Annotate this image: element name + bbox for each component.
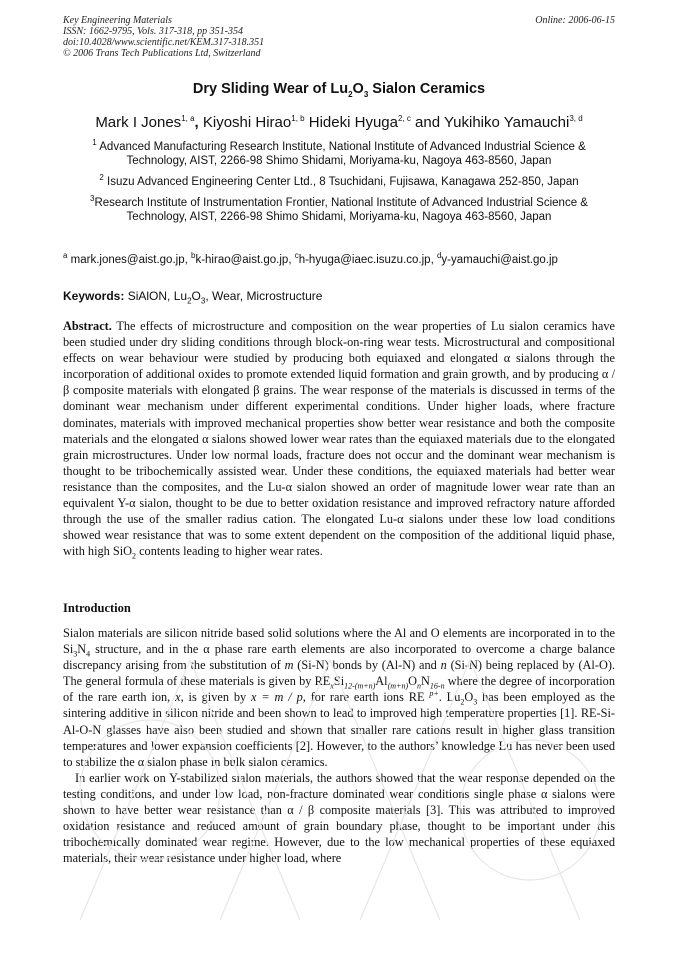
author-name: Hideki Hyuga <box>308 114 398 131</box>
affiliation-1: $^1$ Advanced Manufacturing Research Institute, National Institute of Advanced Industrial Science & Technology, AIST, 2266-98 Shimo Shidami, Moriyama-ku, Nagoya 463-8560, Japan <box>92 138 586 167</box>
keywords-label: Keywords: <box>63 289 125 303</box>
section-heading: Introduction <box>63 601 131 615</box>
email-address: y-yamauchi@aist.go.jp <box>441 254 558 266</box>
journal-copyright: © 2006 Trans Tech Publications Ltd, Switzerland <box>63 48 261 59</box>
email-address: mark.jones@aist.go.jp <box>70 254 185 266</box>
author-name: Mark I Jones <box>95 114 182 131</box>
paragraph: Sialon materials are silicon nitride based solid solutions where the Al and O elements are incorporated in to the $Si_3N_4$ structure, and in the α phase rare earth elements are also incorporated to overcome a charge balance discrepancy arising from the substitution of m (Si-N) bonds by (Al-N) and n (Si-N) being replaced by (Al-O). The general formula of these materials is given by $RE_xSi_{12-(m+n)}Al_{(m+n)}O_nN_{16-n}$ where the degree of incorporation of the rare earth ion, x, is given by x = m / p, for rare earth ions RE $^{p+}$. $Lu_2O_3$ has been employed as the sintering additive in silicon nitride and been shown to lead to improved high temperature properties [1]. RE-Si-Al-O-N glasses have also been studied and shown that smaller rare cations result in higher glass transition temperatures and lower expansion coefficients [2]. However, to the authors’ knowledge Lu has never been used to stabilize the α sialon phase in bulk sialon ceramics. <box>63 626 616 769</box>
email-address: k-hirao@aist.go.jp <box>195 254 289 266</box>
keywords: Keywords: SiAlON, $Lu_2O_3$, Wear, Microstructure <box>63 289 323 306</box>
abstract-label: Abstract. <box>63 319 112 333</box>
paper-title: Dry Sliding Wear of $Lu_2O_3$ Sialon Ceramics <box>192 81 486 99</box>
affiliation-2: $^2$ Isuzu Advanced Engineering Center Ltd., 8 Tsuchidani, Fujisawa, Kanagawa 252-850, Japan <box>99 173 579 188</box>
journal-header <box>63 15 615 59</box>
journal-doi: doi:10.4028/www.scientific.net/KEM.317-318.351 <box>63 37 265 48</box>
author-name: Yukihiko Yamauchi <box>443 114 570 131</box>
introduction-body <box>63 625 615 866</box>
online-date: Online: 2006-06-15 <box>535 15 615 26</box>
affiliation-3: $^3$Research Institute of Instrumentation Frontier, National Institute of Advanced Industrial Science & Technology, AIST, 2266-98 Shimo Shidami, Moriyama-ku, Nagoya 463-8560, Japan <box>90 194 588 223</box>
author-list: Mark I Jones$^{1, a}$, Kiyoshi Hirao$^{1, b}$ Hideki Hyuga$^{2, c}$ and Yukihiko Yamauchi$^{3, d}$ <box>95 114 583 131</box>
journal-issn: ISSN: 1662-9795, Vols. 317-318, pp 351-354 <box>63 26 243 37</box>
journal-name: Key Engineering Materials <box>63 15 172 26</box>
email-list: $^a$ mark.jones@aist.go.jp, $^b$k-hirao@aist.go.jp, $^c$h-hyuga@iaec.isuzu.co.jp, $^d$y-yamauchi@aist.go.jp <box>63 251 558 266</box>
author-name: Kiyoshi Hirao <box>202 114 292 131</box>
paragraph: In earlier work on Y-stabilized sialon materials, the authors showed that the wear response depended on the testing conditions, and under low load, non-fracture dominated wear conditions single phase α sialons were shown to have better wear resistance than α / β composite materials [3]. This was attributed to improved oxidation resistance and reduced amount of grain boundary phase, thought to be important under this tribochemically dominated wear regime. However, due to the low mechanical properties of these equiaxed materials, their wear resistance under higher load, where <box>63 770 615 866</box>
abstract: Abstract. The effects of microstructure and composition on the wear properties of Lu sialon ceramics have been studied under dry sliding conditions through block-on-ring wear tests. Microstructural and compositional effects on wear behaviour were studied by producing both equiaxed and elongated α sialons through the incorporation of additional oxides to promote extended liquid formation and grain growth, and by producing α / β composite materials with elongated β grains. The wear response of the materials is discussed in terms of the dominant wear mechanism under different experimental conditions. Under higher loads, where fracture dominates, materials with improved mechanical properties show better wear resistance and both the composite materials and the elongated α sialons showed lower wear rates than the equiaxed materials due to the elongated grain microstructures. Under low normal loads, fracture does not occur and the dominant wear mechanism is thought to be tribochemically assisted wear. Under these conditions, the equiaxed materials had better wear resistance than the composites, and the Lu-α sialon showed an order of magnitude lower wear rate than an equivalent Y-α sialon, thought to be due to better oxidation resistance and improved refractory nature afforded through the use of the smaller radius cation. The elongated Lu-α sialons under these low load conditions showed wear resistance that was to some extent dependent on the composition of the additional liquid phase, with high SiO$_2$ contents leading to higher wear rates. <box>63 319 615 561</box>
email-address: h-hyuga@iaec.isuzu.co.jp <box>298 254 431 266</box>
